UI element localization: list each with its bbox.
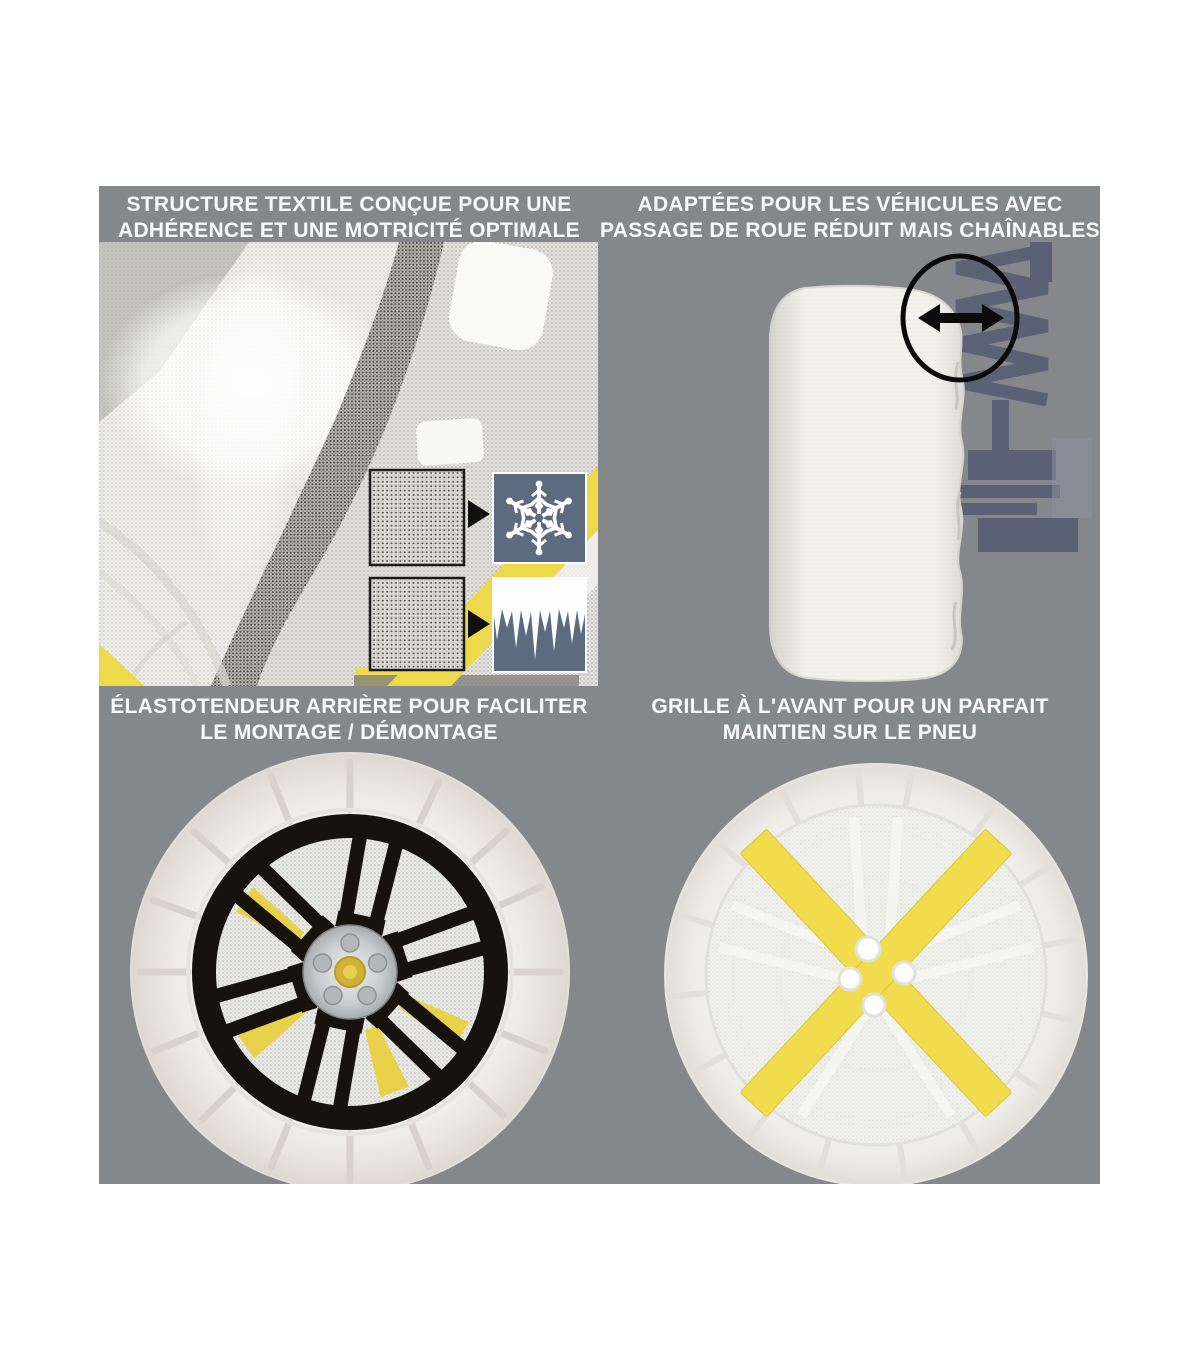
wheel-rear-elastic-photo [130,752,570,1184]
caption-top-right [600,192,1100,243]
caption-line: ADHÉRENCE ET UNE MOTRICITÉ OPTIMALE [117,218,580,242]
caption-line: LE MONTAGE / DÉMONTAGE [200,720,498,744]
tire-sock-side [770,286,964,681]
caption-line: STRUCTURE TEXTILE CONÇUE POUR UNE [126,193,572,216]
mesh-swatch [370,578,464,670]
caption-bottom-right [600,694,1100,745]
ice-icon [493,578,586,672]
caption-line: PASSAGE DE ROUE RÉDUIT MAIS CHAÎNABLES [600,218,1100,242]
caption-line: MAINTIEN SUR LE PNEU [722,720,978,744]
caption-bottom-left [99,694,599,745]
caption-top-left [99,192,599,243]
caption-line: ÉLASTOTENDEUR ARRIÈRE POUR FACILITER [110,695,588,718]
textile-macro-photo [99,242,598,686]
caption-line: ADAPTÉES POUR LES VÉHICULES AVEC [637,193,1063,216]
mesh-swatch [370,470,464,565]
caption-line: GRILLE À L'AVANT POUR UN PARFAIT [651,695,1049,718]
wheel-front-grid-photo [664,763,1088,1184]
snowflake-icon [493,473,586,563]
tire-sock-clearance-photo [600,242,1100,686]
gray-panel [99,186,1100,1184]
suspension-silhouette-icon [955,242,1092,552]
wheel-hub [303,925,397,1019]
